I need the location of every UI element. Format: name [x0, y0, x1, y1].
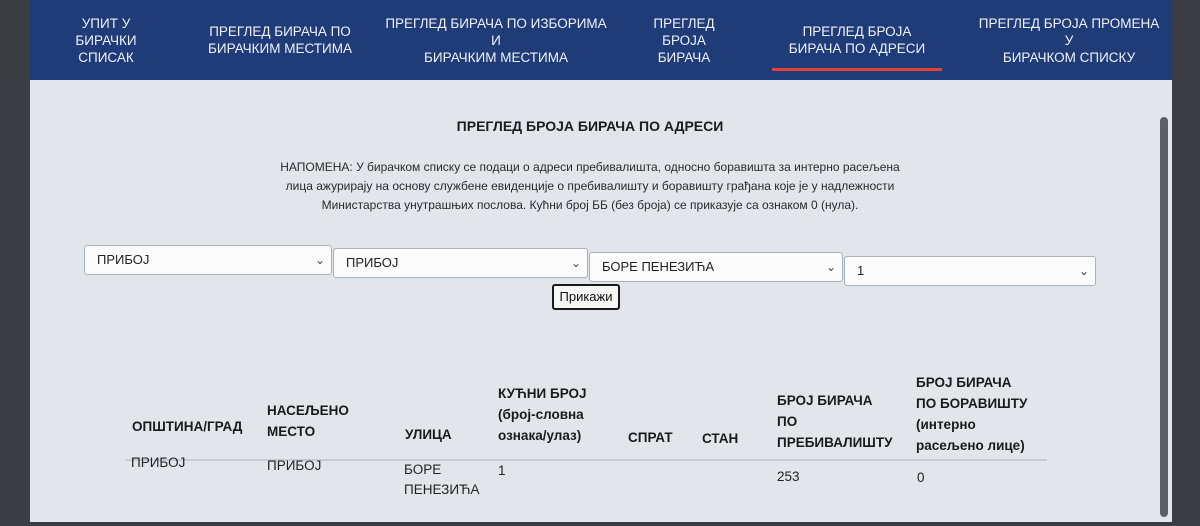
tab-label: ПРЕГЛЕД БРОЈА БИРАЧА: [653, 15, 715, 65]
tab-label: ПРЕГЛЕД БРОЈА БИРАЧА ПО АДРЕСИ: [788, 24, 926, 56]
app-window: [30, 0, 1172, 522]
tab-label: ПРЕГЛЕД БИРАЧА ПО БИРАЧКИМ МЕСТИМА: [208, 24, 352, 56]
tab-voters-by-polling-stations[interactable]: [190, 0, 370, 80]
cell-house-number: 1: [498, 463, 506, 478]
chevron-down-icon: ⌄: [1078, 264, 1089, 278]
street-select-value: БОРЕ ПЕНЕЗИЋА: [602, 259, 715, 274]
header-house-number: КУЋНИ БРОЈ (број-словна ознака/улаз): [498, 386, 587, 443]
tab-label: ПРЕГЛЕД БИРАЧА ПО ИЗБОРИМА И БИРАЧКИМ МЕСТИМА: [385, 15, 607, 65]
tab-voter-list-changes[interactable]: [976, 0, 1162, 80]
header-settlement: НАСЕЉЕНО МЕСТО: [267, 403, 349, 439]
house-number-select-value: 1: [857, 263, 865, 278]
tab-voter-list-query[interactable]: [52, 0, 160, 80]
notice-text: НАПОМЕНА: У бирачком списку се подаци о адреси пребивалишта, односно боравишта за интерно расељена лица ажурирају на основу службене евиденције о пребивалишту и боравишту грађана које је у надлежности Министарства унутрашњих послова. Кућни број ББ (без броја) се приказује са ознаком 0 (нула).: [280, 160, 900, 212]
vertical-scrollbar[interactable]: [1160, 85, 1168, 515]
scrollbar-thumb[interactable]: [1160, 117, 1168, 517]
tab-voters-by-address[interactable]: [772, 0, 942, 80]
header-apartment: СТАН: [702, 431, 739, 446]
tab-label: ПРЕГЛЕД БРОЈА ПРОМЕНА У БИРАЧКОМ СПИСКУ: [978, 15, 1160, 65]
header-voters-stay: БРОЈ БИРАЧА ПО БОРАВИШТУ (интерно расељено лице): [916, 375, 1028, 453]
settlement-select-value: ПРИБОЈ: [346, 255, 399, 270]
cell-municipality: ПРИБОЈ: [131, 455, 186, 470]
tab-label: УПИТ У БИРАЧКИ СПИСАК: [75, 15, 137, 65]
street-select[interactable]: [589, 252, 843, 282]
tab-voter-count[interactable]: [634, 0, 734, 80]
top-navigation: [30, 0, 1172, 80]
settlement-select[interactable]: [333, 248, 588, 278]
chevron-down-icon: ⌄: [825, 260, 836, 274]
header-floor: СПРАТ: [628, 430, 673, 445]
house-number-select[interactable]: [844, 256, 1096, 286]
page-title: ПРЕГЛЕД БРОЈА БИРАЧА ПО АДРЕСИ: [456, 118, 724, 134]
cell-voters-residence: 253: [777, 469, 800, 484]
show-button[interactable]: Прикажи: [552, 284, 620, 310]
chevron-down-icon: ⌄: [570, 256, 581, 270]
cell-settlement: ПРИБОЈ: [267, 458, 322, 473]
header-street: УЛИЦА: [405, 427, 452, 442]
table-divider: [125, 459, 1047, 461]
tab-voters-by-elections[interactable]: [382, 0, 610, 80]
municipality-select[interactable]: [84, 245, 332, 275]
header-municipality: ОПШТИНА/ГРАД: [132, 419, 243, 434]
municipality-select-value: ПРИБОЈ: [97, 252, 150, 267]
header-voters-residence: БРОЈ БИРАЧА ПО ПРЕБИВАЛИШТУ: [777, 393, 893, 450]
cell-street: БОРЕ ПЕНЕЗИЋА: [404, 462, 480, 497]
chevron-down-icon: ⌄: [314, 253, 325, 267]
cell-voters-stay: 0: [917, 470, 925, 485]
